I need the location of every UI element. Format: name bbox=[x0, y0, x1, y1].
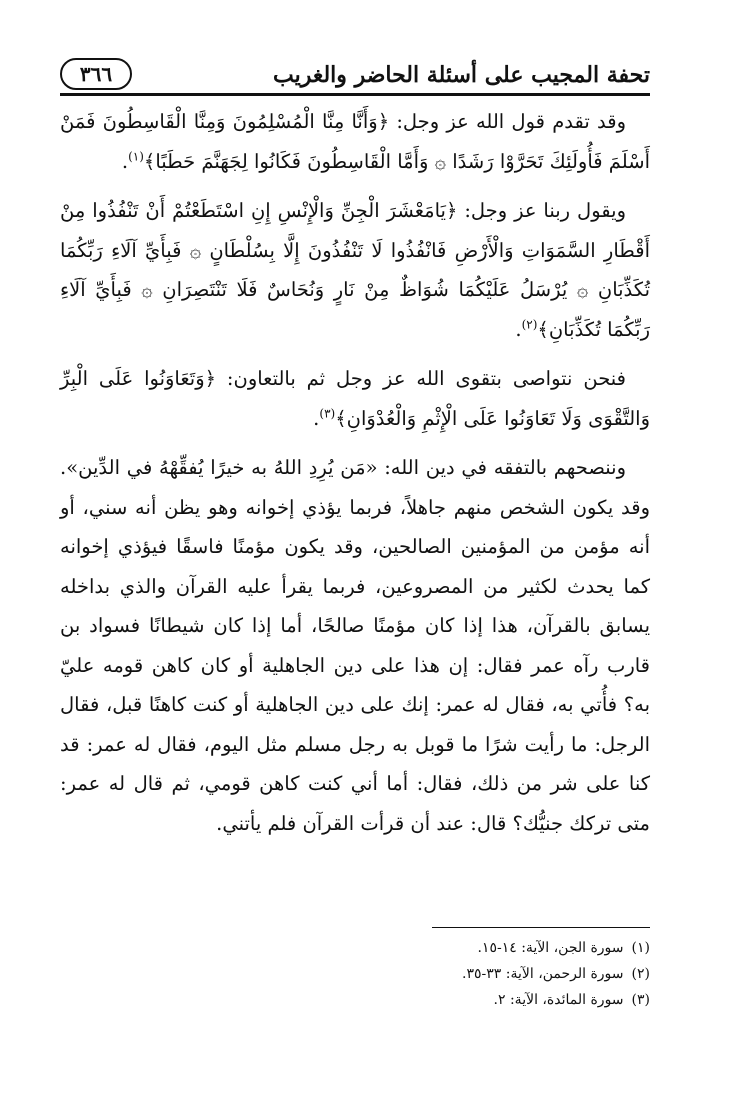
body-text bbox=[60, 102, 650, 843]
running-header bbox=[60, 58, 650, 92]
paragraph-1 bbox=[60, 102, 650, 181]
footnote-ref-1: (١) bbox=[128, 149, 144, 163]
footnote-separator bbox=[432, 927, 650, 928]
footnote-text: سورة الجن، الآية: ١٤-١٥. bbox=[477, 940, 624, 956]
footnote-ref-3: (٣) bbox=[319, 406, 336, 420]
paragraph-3-text: فنحن نتواصى بتقوى الله عز وجل ثم بالتعاون: ﴿وَتَعَاوَنُوا عَلَى الْبِرِّ وَالتَّقْوَى وَلَا تَعَاوَنُوا عَلَى الْإِثْمِ وَالْعُدْوَانِ﴾ bbox=[60, 367, 650, 430]
footnote-1 bbox=[250, 935, 650, 961]
footnote-text: سورة المائدة، الآية: ٢. bbox=[493, 992, 624, 1008]
paragraph-1-end: . bbox=[121, 149, 129, 173]
footnote-2 bbox=[250, 961, 650, 987]
footnote-text: سورة الرحمن، الآية: ٣٣-٣٥. bbox=[462, 966, 624, 982]
footnote-3 bbox=[250, 987, 650, 1013]
footnote-number: (٣) bbox=[631, 992, 650, 1008]
page-number: ٣٦٦ bbox=[60, 58, 132, 90]
footnotes bbox=[250, 935, 650, 1013]
paragraph-4-text: وننصحهم بالتفقه في دين الله: «مَن يُرِدِ اللهُ به خيرًا يُفقِّهْهُ في الدِّين». وقد يكون الشخص منهم جاهلاً، فربما يؤذي إخوانه وهو يظن أنه سني، أو أنه مؤمن من المؤمنين الصالحين، وقد يكون مؤمنًا فاسقًا فيؤذي إخوانه كما يحدث لكثير من المصروعين، فربما يقرأ عليه القرآن والذي بداخله يسابق بالقرآن، هذا إذا كان مؤمنًا صالحًا، أما إذا كان شيطانًا فسواد بن قارب رآه عمر فقال: إن هذا على دين الجاهلية أو كان كاهن قومه عليّ به؟ فأُتي به، فقال له عمر: إنك على دين الجاهلية أو كنت كاهنًا قبل، فقال الرجل: ما رأيت شرًا ما قوبل به رجل مسلم مثل اليوم، فقال له عمر: قد كنا على شر من ذلك، فقال: أما أني كنت كاهن قومي، ثم قال له عمر: متى تركك جنيُّك؟ قال: عند أن قرأت القرآن فلم يأتني. bbox=[60, 456, 650, 835]
paragraph-2-end: . bbox=[515, 317, 522, 341]
paragraph-3 bbox=[60, 359, 650, 438]
paragraph-4 bbox=[60, 448, 650, 843]
paragraph-1-text: وقد تقدم قول الله عز وجل: ﴿وَأَنَّا مِنَّا الْمُسْلِمُونَ وَمِنَّا الْقَاسِطُونَ فَمَنْ أَسْلَمَ فَأُولَئِكَ تَحَرَّوْا رَشَدًا ۞ وَأَمَّا الْقَاسِطُونَ فَكَانُوا لِجَهَنَّمَ حَطَبًا﴾ bbox=[60, 110, 650, 173]
paragraph-2-text: ويقول ربنا عز وجل: ﴿يَامَعْشَرَ الْجِنِّ وَالْإِنْسِ إِنِ اسْتَطَعْتُمْ أَنْ تَنْفُذُوا مِنْ أَقْطَارِ السَّمَوَاتِ وَالْأَرْضِ فَانْفُذُوا لَا تَنْفُذُونَ إِلَّا بِسُلْطَانٍ ۞ فَبِأَيِّ آلَاءِ رَبِّكُمَا تُكَذِّبَانِ ۞ يُرْسَلُ عَلَيْكُمَا شُوَاظٌ مِنْ نَارٍ وَنُحَاسٌ فَلَا تَنْتَصِرَانِ ۞ فَبِأَيِّ آلَاءِ رَبِّكُمَا تُكَذِّبَانِ﴾ bbox=[60, 199, 650, 341]
paragraph-2 bbox=[60, 191, 650, 349]
running-header-title: تحفة المجيب على أسئلة الحاضر والغريب bbox=[273, 62, 650, 88]
paragraph-3-end: . bbox=[313, 406, 320, 430]
footnote-number: (١) bbox=[631, 940, 650, 956]
footnote-number: (٢) bbox=[631, 966, 650, 982]
footnote-ref-2: (٢) bbox=[521, 317, 538, 331]
header-rule bbox=[60, 93, 650, 96]
